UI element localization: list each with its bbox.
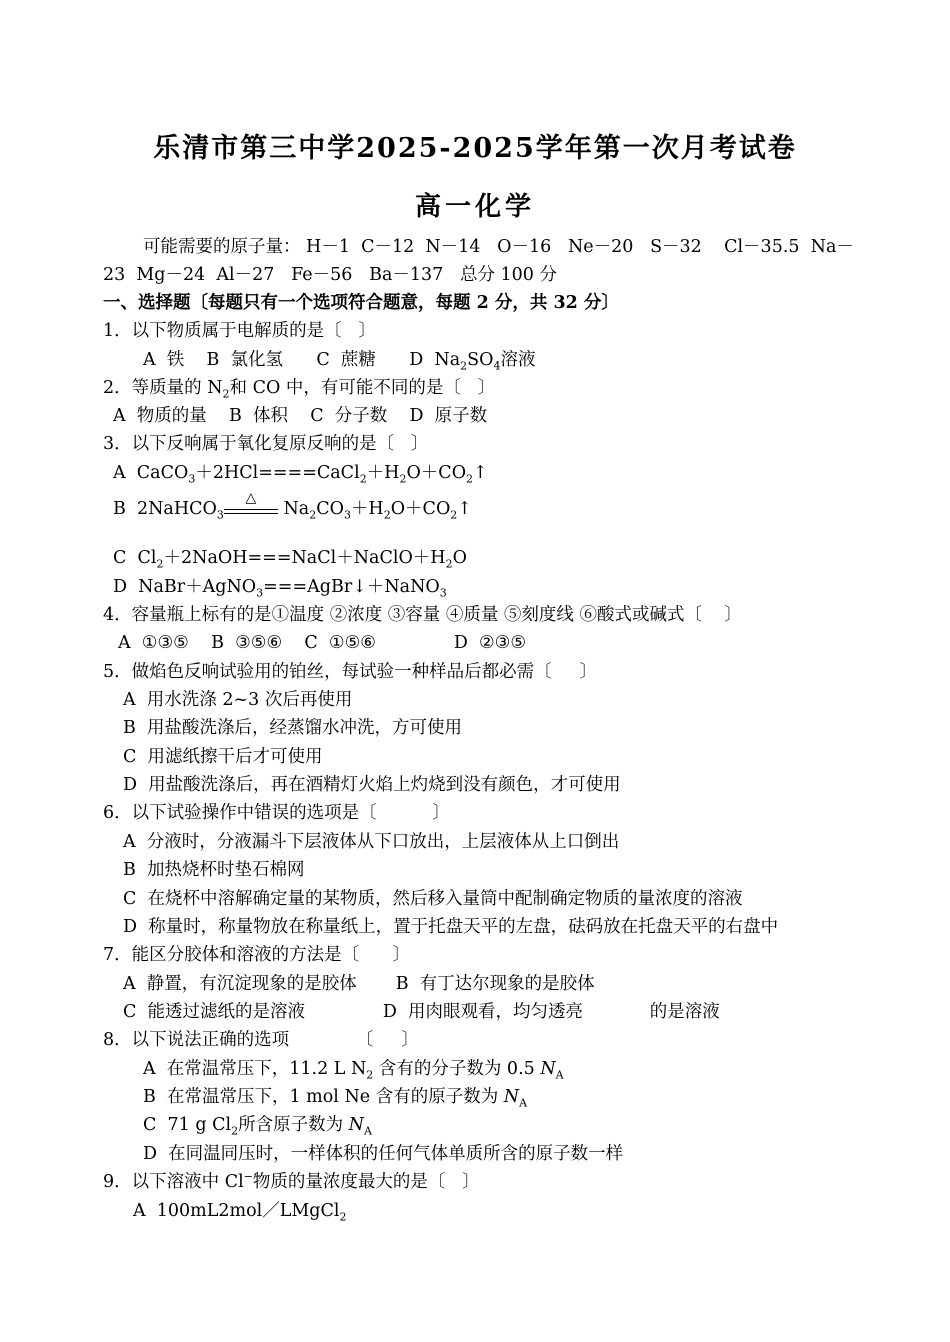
question-2-stem: 2．等质量的 $N_2$和 CO 中，有可能不同的是〔 〕: [103, 378, 496, 401]
question-3-option-a: A $CaCO_3+2HCl====CaCl_2+H_2O+CO_2↑$: [113, 463, 488, 486]
question-8-stem: 8．以下说法正确的选项 〔 〕: [103, 1030, 419, 1050]
question-7-options-cd: C 能透过滤纸的是溶液 D 用肉眼观看，均匀透亮 的是溶液: [123, 1002, 720, 1022]
question-3-option-b: B 2NaHCO$_3$ △ $Na_2CO_3+H_2O+CO_2↑$: [113, 489, 472, 522]
question-8-option-a: A 在常温常压下，11.2 L $N_2$ 含有的分子数为 0.5 $N_A$: [143, 1059, 564, 1082]
question-5-option-c: C 用滤纸擦干后才可使用: [123, 747, 323, 767]
atomic-mass-line-2: 23 Mg－24 Al－27 Fe－56 Ba－137 总分 100 分: [103, 265, 558, 285]
question-8-option-b: B 在常温常压下，1 mol Ne 含有的原子数为 $N_A$: [143, 1087, 528, 1110]
question-6-option-d: D 称量时，称量物放在称量纸上，置于托盘天平的左盘，砝码放在托盘天平的右盘中: [123, 917, 779, 937]
question-4-stem: 4．容量瓶上标有的是①温度 ②浓度 ③容量 ④质量 ⑤刻度线 ⑥酸式或碱式〔 〕: [103, 605, 742, 625]
question-6-stem: 6．以下试验操作中错误的选项是〔 〕: [103, 803, 450, 823]
question-9-stem: 9．以下溶液中 Cl−物质的量浓度最大的是〔 〕: [103, 1170, 480, 1192]
question-5-option-d: D 用盐酸洗涤后，再在酒精灯火焰上灼烧到没有颜色，才可使用: [123, 775, 621, 795]
question-6-option-b: B 加热烧杯时垫石棉网: [123, 860, 305, 880]
question-4-options: A ①③⑤ B ③⑤⑥ C ①⑤⑥ D ②③⑤: [118, 633, 527, 653]
page-title: 乐清市第三中学2025-2025学年第一次月考试卷: [153, 133, 797, 164]
heat-condition-mark: △: [224, 499, 278, 521]
question-8-option-c: C 71 g $Cl_2$所含原子数为 $N_A$: [143, 1115, 372, 1138]
question-5-option-b: B 用盐酸洗涤后，经蒸馏水冲洗，方可使用: [123, 718, 462, 738]
section-heading: 一、选择题〔每题只有一个选项符合题意，每题 2 分，共 32 分〕: [103, 293, 619, 313]
question-1-options: A 铁 B 氯化氢 C 蔗糖 D $Na_2SO_4$溶液: [143, 350, 536, 373]
question-7-stem: 7．能区分胶体和溶液的方法是〔 〕: [103, 945, 411, 965]
question-8-option-d: D 在同温同压时，一样体积的任何气体单质所含的原子数一样: [143, 1144, 624, 1164]
question-1-stem: 1．以下物质属于电解质的是〔 〕: [103, 321, 376, 341]
question-6-option-c: C 在烧杯中溶解确定量的某物质，然后移入量筒中配制确定物质的量浓度的溶液: [123, 889, 743, 909]
question-3-stem: 3．以下反响属于氧化复原反响的是〔 〕: [103, 434, 429, 454]
question-7-options-ab: A 静置，有沉淀现象的是胶体 B 有丁达尔现象的是胶体: [123, 974, 595, 994]
question-9-option-a: A 100mL2mol／LMgCl$_2$: [133, 1201, 347, 1224]
question-3-option-c: C $Cl_2+2NaOH===NaCl+NaClO+H_2O$: [113, 548, 467, 571]
question-6-option-a: A 分液时，分液漏斗下层液体从下口放出，上层液体从上口倒出: [123, 832, 620, 852]
question-5-stem: 5．做焰色反响试验用的铂丝，每试验一种样品后都必需〔 〕: [103, 662, 597, 682]
atomic-mass-line-1: 可能需要的原子量： H－1 C－12 N－14 O－16 Ne－20 S－32 Cl－35.5 Na－: [143, 237, 854, 257]
page-subtitle: 高一化学: [414, 192, 535, 222]
question-5-option-a: A 用水洗涤 2~3 次后再使用: [123, 690, 353, 710]
question-2-options: A 物质的量 B 体积 C 分子数 D 原子数: [113, 406, 488, 426]
question-3-option-d: D NaBr＋AgNO$_3$===AgBr↓＋NaNO$_3$: [113, 577, 447, 600]
